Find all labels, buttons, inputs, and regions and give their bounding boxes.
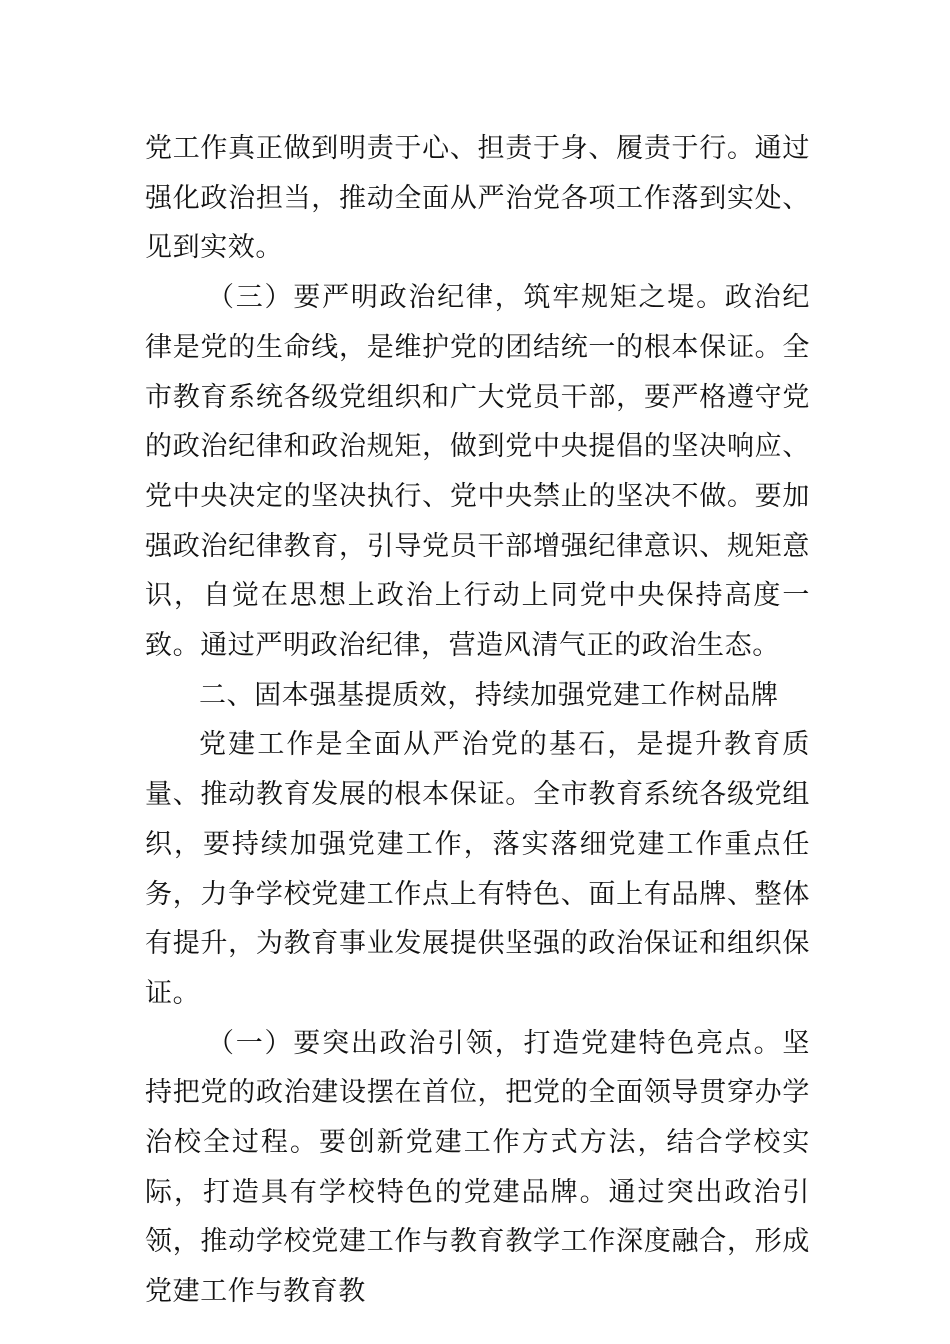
paragraph-political-discipline: （三）要严明政治纪律，筑牢规矩之堤。政治纪律是党的生命线，是维护党的团结统一的根本保证。全市教育系统各级党组织和广大党员干部，要严格遵守党的政治纪律和政治规矩，做到党中央提倡的坚决响应、党中央决定的坚决执行、党中央禁止的坚决不做。要加强政治纪律教育，引导党员干部增强纪律意识、规矩意识，自觉在思想上政治上行动上同党中央保持高度一致。通过严明政治纪律，营造风清气正的政治生态。 <box>145 282 810 662</box>
paragraph-continuation: 党工作真正做到明责于心、担责于身、履责于行。通过强化政治担当，推动全面从严治党各项工作落到实处、见到实效。 <box>145 133 810 264</box>
paragraph-party-building-intro: 党建工作是全面从严治党的基石，是提升教育质量、推动教育发展的根本保证。全市教育系统各级党组织，要持续加强党建工作，落实落细党建工作重点任务，力争学校党建工作点上有特色、面上有品牌、整体有提升，为教育事业发展提供坚强的政治保证和组织保证。 <box>145 729 810 1009</box>
document-body <box>145 124 810 1317</box>
section-heading-party-building: 二、固本强基提质效，持续加强党建工作树品牌 <box>199 679 779 711</box>
paragraph-political-leadership: （一）要突出政治引领，打造党建特色亮点。坚持把党的政治建设摆在首位，把党的全面领导贯穿办学治校全过程。要创新党建工作方式方法，结合学校实际，打造具有学校特色的党建品牌。通过突出政治引领，推动学校党建工作与教育教学工作深度融合，形成党建工作与教育教 <box>145 1027 810 1308</box>
